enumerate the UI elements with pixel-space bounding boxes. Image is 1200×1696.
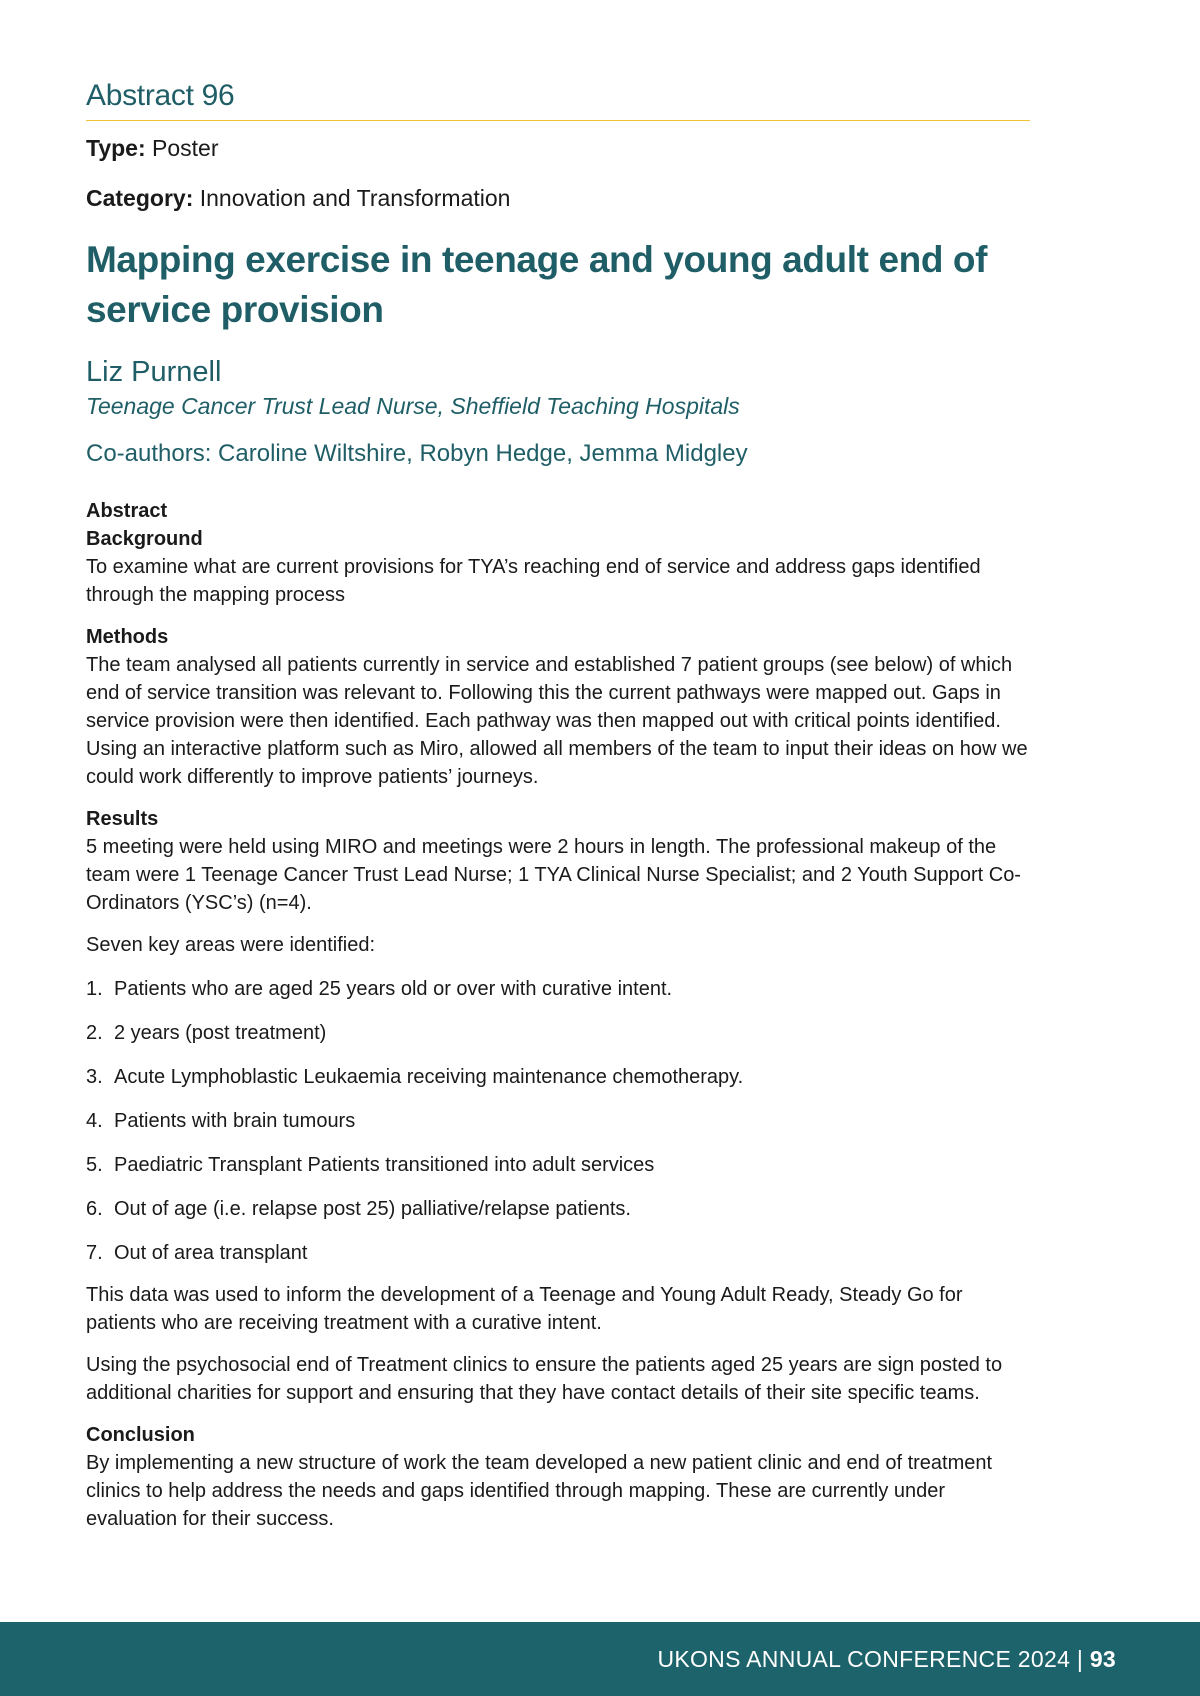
results-paragraph-data-use: This data was used to inform the development of a Teenage and Young Adult Ready, Steady Go for patients who are receiving treatment with a curative intent. [86,1284,963,1334]
author-affiliation: Teenage Cancer Trust Lead Nurse, Sheffield Teaching Hospitals [86,393,740,419]
results-paragraph-clinics: Using the psychosocial end of Treatment clinics to ensure the patients aged 25 years are sign posted to additional charities for support and ensuring that they have contact details of their site specific teams. [86,1354,1003,1404]
conference-name: UKONS ANNUAL CONFERENCE 2024 | [657,1646,1090,1672]
list-item: 3. Acute Lymphoblastic Leukaemia receiving maintenance chemotherapy. [86,1066,744,1088]
category-value: Innovation and Transformation [199,185,511,211]
page-footer [0,1622,1200,1696]
type-line [86,133,1030,163]
background-heading: Background [86,528,203,550]
list-item: 4. Patients with brain tumours [86,1110,356,1132]
conclusion-text: By implementing a new structure of work the team developed a new patient clinic and end of treatment clinics to help address the needs and gaps identified through mapping. These are currently under evaluation for their success. [86,1452,993,1530]
list-item: 5. Paediatric Transplant Patients transitioned into adult services [86,1154,655,1176]
methods-heading: Methods [86,626,169,648]
author-name: Liz Purnell [86,356,222,388]
list-item: 7. Out of area transplant [86,1242,308,1264]
category-line [86,183,1030,213]
results-heading: Results [86,808,159,830]
conclusion-heading: Conclusion [86,1424,195,1446]
coauthors: Co-authors: Caroline Wiltshire, Robyn Hedge, Jemma Midgley [86,440,748,467]
type-value: Poster [152,135,219,161]
background-text: To examine what are current provisions for TYA’s reaching end of service and address gaps identified through the mapping process [86,556,981,606]
methods-text: The team analysed all patients currently in service and established 7 patient groups (see below) of which end of service transition was relevant to. Following this the current pathways were mapped out. Gaps in service provision were then identified. Each pathway was then mapped out with critical points identified. Using an interactive platform such as Miro, allowed all members of the team to input their ideas on how we could work differently to improve patients’ journeys. [86,654,1028,788]
abstract-title: Mapping exercise in teenage and young adult end of service provision [86,239,988,330]
key-areas-list [86,975,1030,1267]
list-item: 6. Out of age (i.e. relapse post 25) palliative/relapse patients. [86,1198,631,1220]
results-text: 5 meeting were held using MIRO and meetings were 2 hours in length. The professional makeup of the team were 1 Teenage Cancer Trust Lead Nurse; 1 TYA Clinical Nurse Specialist; and 2 Youth Support Co-Ordinators (YSC’s) (n=4). [86,836,1021,914]
results-intro: Seven key areas were identified: [86,934,376,956]
page-number: 93 [1089,1646,1116,1672]
list-item: 1. Patients who are aged 25 years old or over with curative intent. [86,978,673,1000]
abstract-heading: Abstract [86,500,168,522]
category-label: Category: [86,185,194,211]
list-item: 2. 2 years (post treatment) [86,1022,327,1044]
footer-text [657,1642,1116,1676]
abstract-number: Abstract 96 [86,78,1030,121]
type-label: Type: [86,135,146,161]
abstract-page [86,78,1030,1533]
